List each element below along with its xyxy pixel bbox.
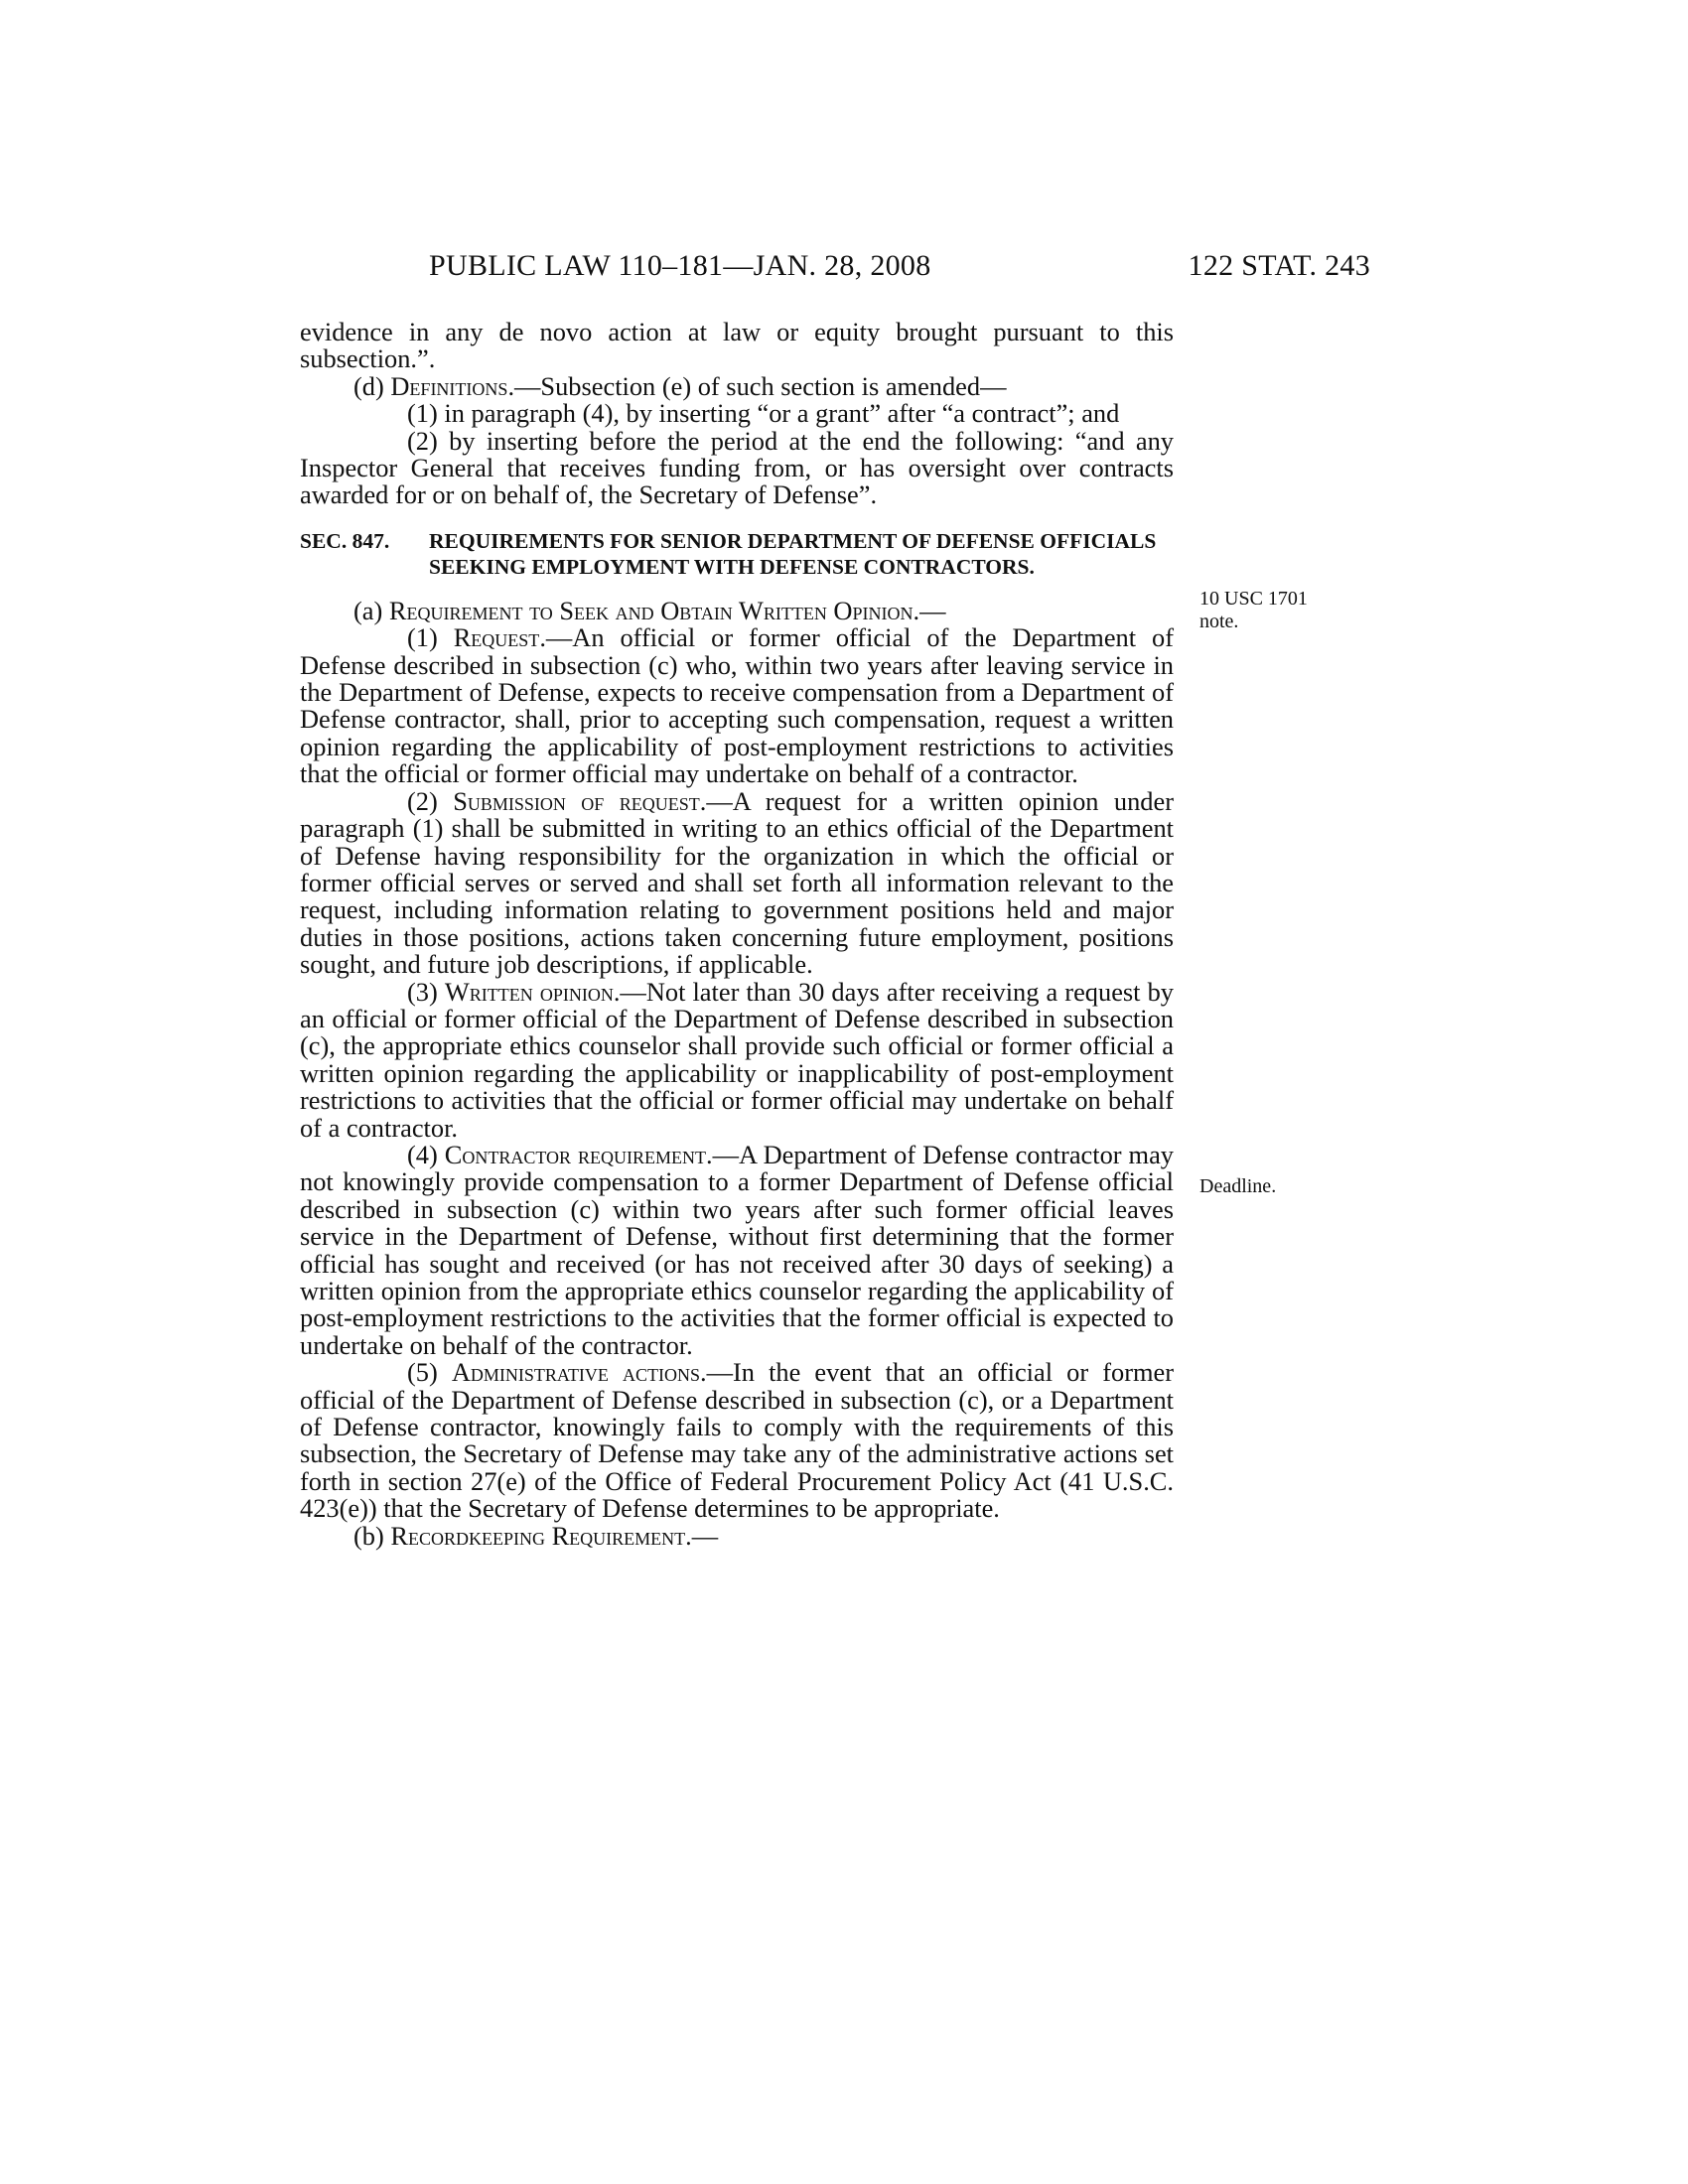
subsection-b-heading: Recordkeeping Requirement bbox=[390, 1520, 686, 1551]
paragraph-a1-heading: Request bbox=[453, 622, 540, 653]
subsection-a-heading: Requirement to Seek and Obtain Written Opinion bbox=[388, 595, 914, 625]
paragraph-a2: (2) Submission of request.—A request for a written opinion under paragraph (1) shall be submitted in writing to an ethics official of the Department of Defense having responsibility for the organization in which the official or former official serves or served and shall set forth all information relevant to the request, including information relating to government positions held and major duties in those positions, actions taken concerning future employment, positions sought, and future job descriptions, if applicable. bbox=[300, 785, 1174, 980]
section-title: REQUIREMENTS FOR SENIOR DEPARTMENT OF DEFENSE OFFICIALS SEEKING EMPLOYMENT WITH DEFENSE CONTRACTORS. bbox=[429, 528, 1157, 580]
margin-note-usc-line1: 10 USC 1701 bbox=[1199, 588, 1308, 610]
paragraph-a2-heading: Submission of request bbox=[453, 785, 700, 816]
section-heading bbox=[300, 528, 1174, 581]
header-stat-page: 122 STAT. 243 bbox=[1188, 249, 1370, 282]
subsection-a: (a) Requirement to Seek and Obtain Written Opinion.— bbox=[353, 595, 946, 625]
paragraph-a4-heading: Contractor requirement bbox=[444, 1139, 707, 1169]
paragraph-d2: (2) by inserting before the period at the end the following: “and any Inspector General that receives funding from, or has oversight over contracts awarded for or on behalf of, the Secretary of Defense”. bbox=[300, 425, 1174, 510]
section-number: SEC. 847. bbox=[300, 528, 390, 553]
margin-note-usc bbox=[1199, 588, 1348, 633]
paragraph-a3: (3) Written opinion.—Not later than 30 days after receiving a request by an official or former official of the Department of Defense described in subsection (c), the appropriate ethics counselor shall provide such official or former official a written opinion regarding the applicability or inapplicability of post-employment restrictions to activities that the official or former official may undertake on behalf of a contractor. bbox=[300, 976, 1174, 1143]
subsection-b: (b) Recordkeeping Requirement.— bbox=[353, 1520, 719, 1551]
paragraph-a3-heading: Written opinion bbox=[444, 976, 614, 1007]
header-title: PUBLIC LAW 110–181—JAN. 28, 2008 bbox=[429, 249, 931, 282]
paragraph-a1: (1) Request.—An official or former official of the Department of Defense described in subsection (c) who, within two years after leaving service in the Department of Defense, expects to receive compensation from a Department of Defense contractor, shall, prior to accepting such compensation, request a written opinion regarding the applicability of post-employment restrictions to activities that the official or former official may undertake on behalf of a contractor. bbox=[300, 622, 1174, 789]
subsection-d: (d) Definitions.—Subsection (e) of such section is amended— bbox=[353, 370, 1007, 401]
paragraph-a4: (4) Contractor requirement.—A Department of Defense contractor may not knowingly provide compensation to a former Department of Defense official described in subsection (c) within two years after such former official leaves service in the Department of Defense, without first determining that the former official has sought and received (or has not received after 30 days of seeking) a written opinion from the appropriate ethics counselor regarding the applicability of post-employment restrictions to the activities that the former official is expected to undertake on behalf of the contractor. bbox=[300, 1139, 1174, 1360]
margin-note-deadline: Deadline. bbox=[1199, 1175, 1277, 1197]
margin-note-usc-line2: note. bbox=[1199, 611, 1239, 632]
body-text bbox=[300, 319, 1174, 1550]
paragraph-a5-heading: Administrative actions bbox=[451, 1357, 701, 1388]
subsection-d-heading: Definitions bbox=[390, 370, 508, 401]
page-header bbox=[298, 246, 1370, 286]
paragraph-a5: (5) Administrative actions.—In the event that an official or former official of the Department of Defense described in subsection (c), or a Department of Defense contractor, knowingly fails to comply with the requirements of this subsection, the Secretary of Defense may take any of the administrative actions set forth in section 27(e) of the Office of Federal Procurement Policy Act (41 U.S.C. 423(e)) that the Secretary of Defense determines to be appropriate. bbox=[300, 1357, 1175, 1524]
paragraph-continuation: evidence in any de novo action at law or equity brought pursuant to this subsection.”. bbox=[300, 317, 1174, 374]
paragraph-d1: (1) in paragraph (4), by inserting “or a grant” after “a contract”; and bbox=[407, 398, 1120, 429]
